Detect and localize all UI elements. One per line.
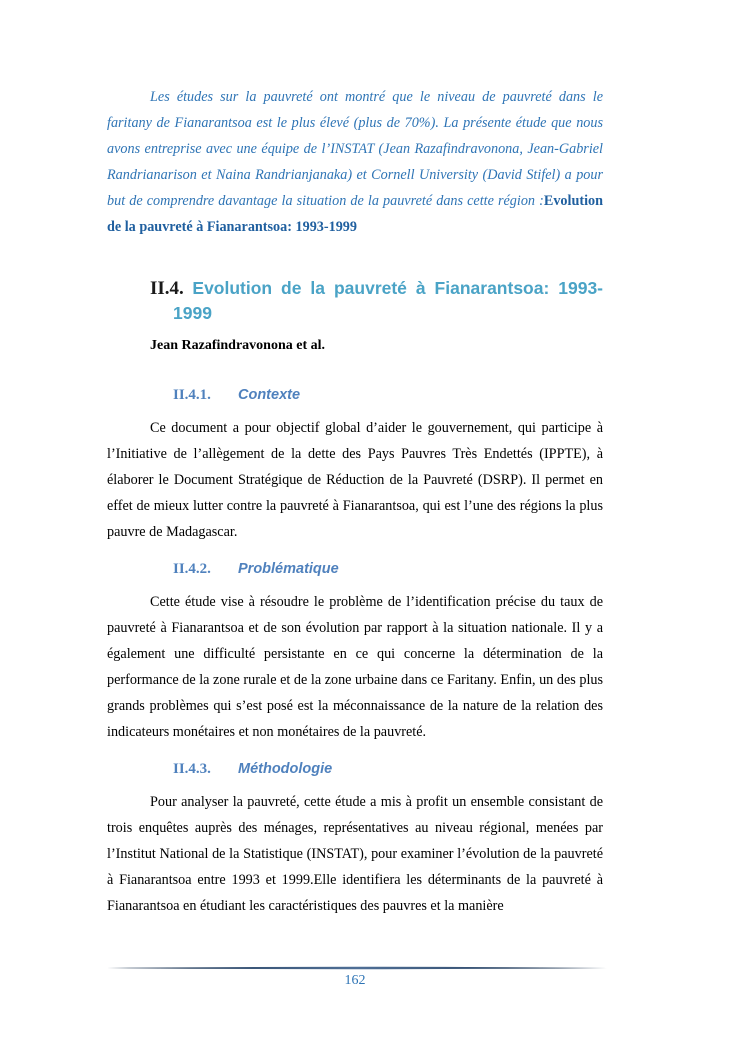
subsection-heading-methodologie — [173, 759, 603, 779]
section-number: II.4. — [150, 278, 184, 299]
subsection-title: Problématique — [238, 561, 339, 577]
section-heading — [150, 276, 603, 325]
contexte-paragraph: Ce document a pour objectif global d’aider le gouvernement, qui participe à l’Initiative de l’allègement de la dette des Pays Pauvres Très Endettés (IPPTE), à élaborer le Document Stratégique de Réduction de la Pauvreté (DSRP). Il permet en effet de mieux lutter contre la pauvreté à Fianarantsoa, qui est l’une des régions la plus pauvre de Madagascar. — [107, 420, 603, 540]
page-number: 162 — [344, 973, 366, 988]
subsection-title: Méthodologie — [238, 761, 333, 777]
page-content — [107, 84, 603, 919]
section-author: Jean Razafindravonona et al. — [150, 338, 325, 353]
intro-bold-title: Evolution de la pauvreté à Fianarantsoa: 1993-1999 — [107, 193, 603, 235]
subsection-title: Contexte — [238, 387, 301, 403]
methodologie-paragraph: Pour analyser la pauvreté, cette étude a mis à profit un ensemble consistant de trois enquêtes auprès des ménages, représentatives au niveau régional, menées par l’Institut National de la Statistique (INSTAT), pour examiner l’évolution de la pauvreté à Fianarantsoa entre 1993 et 1999.Elle identifiera les déterminants de la pauvreté à Fianarantsoa en étudiant les caractéristiques des pauvres et la manière — [107, 794, 603, 914]
subsection-number: II.4.1. — [173, 387, 211, 403]
subsection-heading-problematique — [173, 559, 603, 579]
footer-divider — [107, 966, 607, 970]
subsection-number: II.4.2. — [173, 561, 211, 577]
subsection-heading-contexte — [173, 385, 603, 405]
subsection-number: II.4.3. — [173, 761, 211, 777]
problematique-paragraph: Cette étude vise à résoudre le problème de l’identification précise du taux de pauvreté à Fianarantsoa et de son évolution par rapport à la situation nationale. Il y a également une difficulté persistante en ce qui concerne la détermination de la performance de la zone rurale et de la zone urbaine dans ce Faritany. Enfin, un des plus grands problèmes qui s’est posé est la méconnaissance de la nature de la relation des indicateurs monétaires et non monétaires de la pauvreté. — [107, 594, 603, 740]
intro-paragraph — [107, 84, 603, 240]
section-title: Evolution de la pauvreté à Fianarantsoa: 1993-1999 — [173, 278, 604, 323]
intro-text: Les études sur la pauvreté ont montré que le niveau de pauvreté dans le faritany de Fianarantsoa est le plus élevé (plus de 70%). La présente étude que nous avons entreprise avec une équipe de l’INSTAT (Jean Razafindravonona, Jean-Gabriel Randrianarison et Naina Randrianjanaka) et Cornell University (David Stifel) a pour but de comprendre davantage la situation de la pauvreté dans cette région : — [107, 89, 603, 209]
